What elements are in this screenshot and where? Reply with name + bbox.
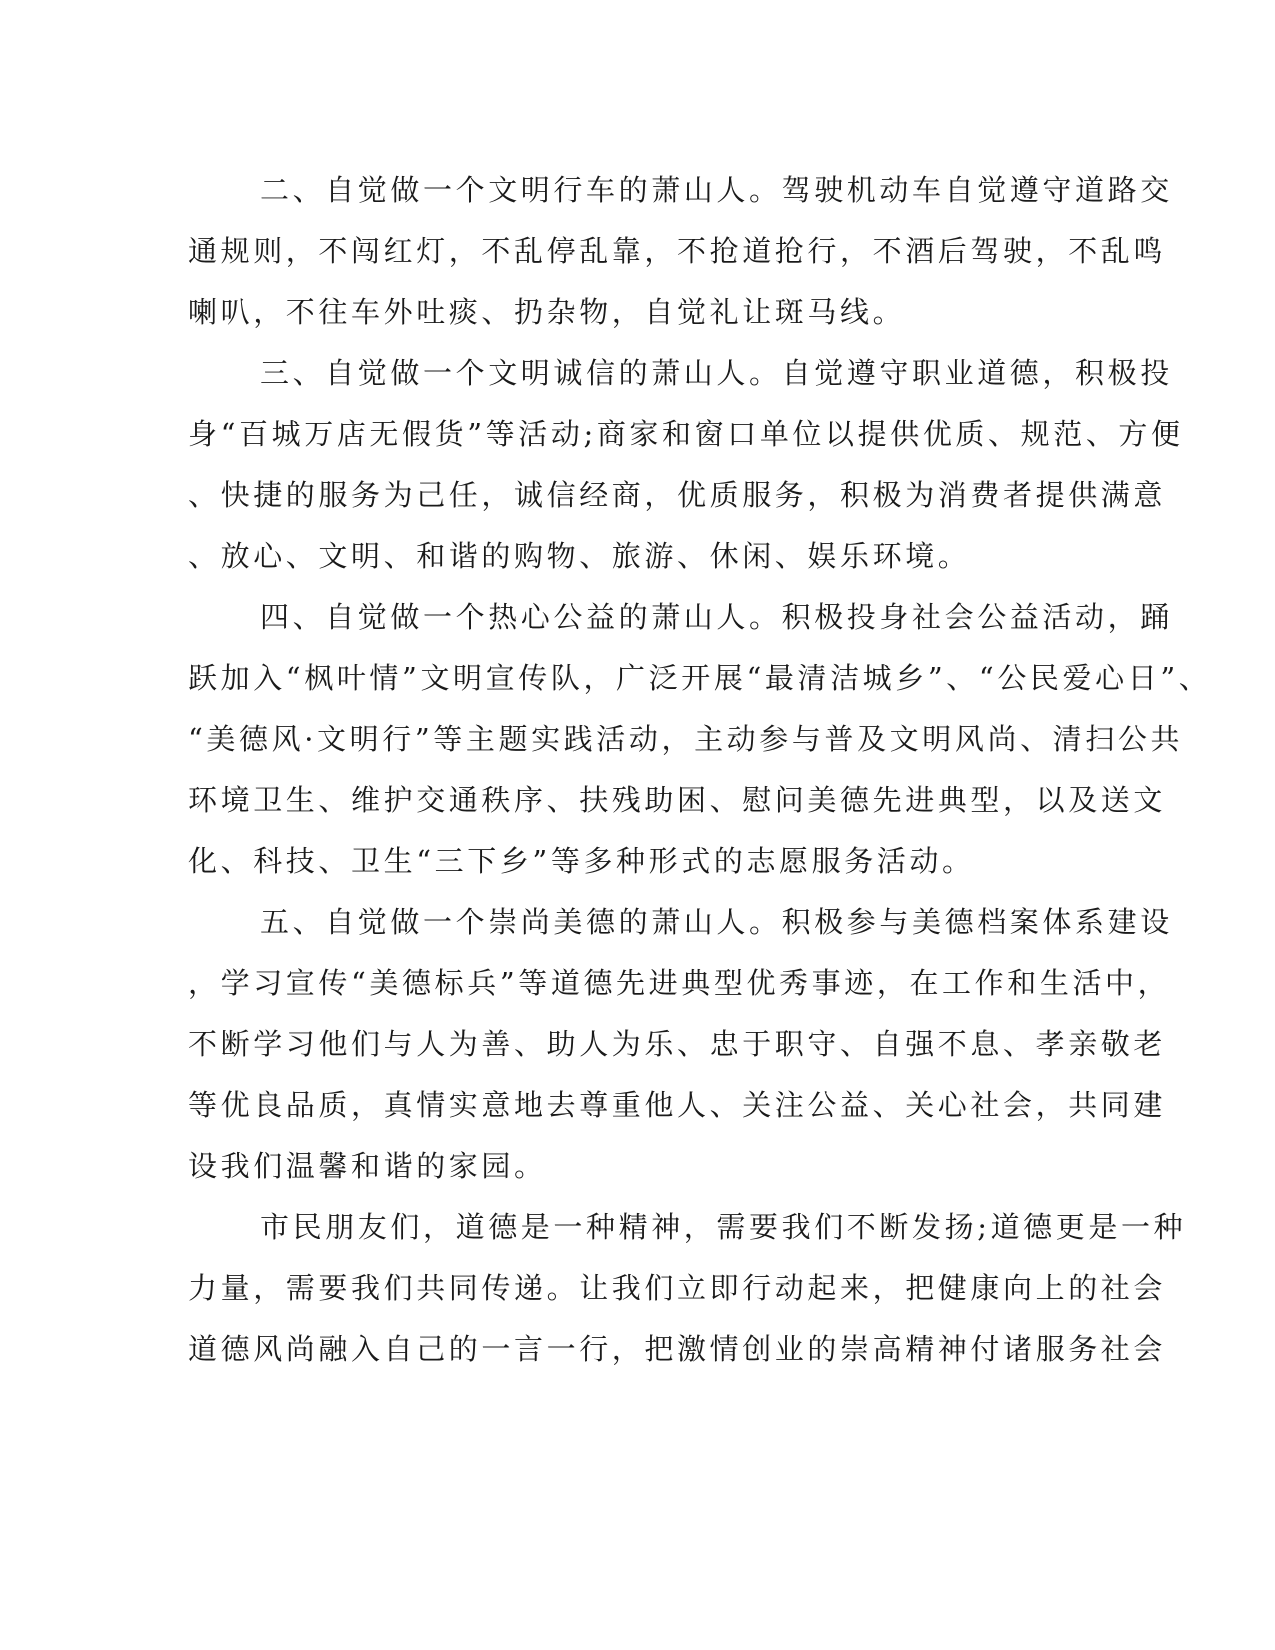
text-line: 、快捷的服务为己任，诚信经商，优质服务，积极为消费者提供满意: [188, 478, 1167, 512]
paragraph-4-public-welfare: [188, 587, 1212, 892]
text-line: 四、自觉做一个热心公益的萧山人。积极投身社会公益活动，踊: [260, 600, 1173, 634]
text-line: 三、自觉做一个文明诚信的萧山人。自觉遵守职业道德，积极投: [260, 356, 1173, 390]
text-line: 道德风尚融入自己的一言一行，把激情创业的崇高精神付诸服务社会: [188, 1332, 1167, 1366]
paragraph-3-civilized-integrity: [188, 343, 1184, 587]
text-line: 设我们温馨和谐的家园。: [188, 1149, 547, 1183]
text-line: 、放心、文明、和谐的购物、旅游、休闲、娱乐环境。: [188, 539, 971, 573]
text-line: 通规则，不闯红灯，不乱停乱靠，不抢道抢行，不酒后驾驶，不乱鸣: [188, 234, 1167, 268]
paragraph-5-virtue: [188, 892, 1173, 1197]
text-line: 不断学习他们与人为善、助人为乐、忠于职守、自强不息、孝亲敬老: [188, 1027, 1167, 1061]
text-line: 市民朋友们，道德是一种精神，需要我们不断发扬;道德更是一种: [260, 1210, 1187, 1244]
text-line: 等优良品质，真情实意地去尊重他人、关注公益、关心社会，共同建: [188, 1088, 1167, 1122]
text-line: “美德风·文明行”等主题实践活动，主动参与普及文明风尚、清扫公共: [188, 722, 1184, 756]
text-line: 力量，需要我们共同传递。让我们立即行动起来，把健康向上的社会: [188, 1271, 1167, 1305]
paragraph-closing-appeal: [188, 1197, 1187, 1380]
text-line: 五、自觉做一个崇尚美德的萧山人。积极参与美德档案体系建设: [260, 905, 1173, 939]
text-line: 跃加入“枫叶情”文明宣传队，广泛开展“最清洁城乡”、“公民爱心日”、: [188, 661, 1212, 695]
text-line: 喇叭，不往车外吐痰、扔杂物，自觉礼让斑马线。: [188, 295, 906, 329]
text-line: 环境卫生、维护交通秩序、扶残助困、慰问美德先进典型，以及送文: [188, 783, 1167, 817]
text-line: ，学习宣传“美德标兵”等道德先进典型优秀事迹，在工作和生活中，: [188, 966, 1171, 1000]
document-body: [188, 160, 1212, 1380]
text-line: 身“百城万店无假货”等活动;商家和窗口单位以提供优质、规范、方便: [188, 417, 1184, 451]
paragraph-2-civilized-driving: [188, 160, 1173, 343]
text-line: 化、科技、卫生“三下乡”等多种形式的志愿服务活动。: [188, 844, 975, 878]
text-line: 二、自觉做一个文明行车的萧山人。驾驶机动车自觉遵守道路交: [260, 173, 1173, 207]
